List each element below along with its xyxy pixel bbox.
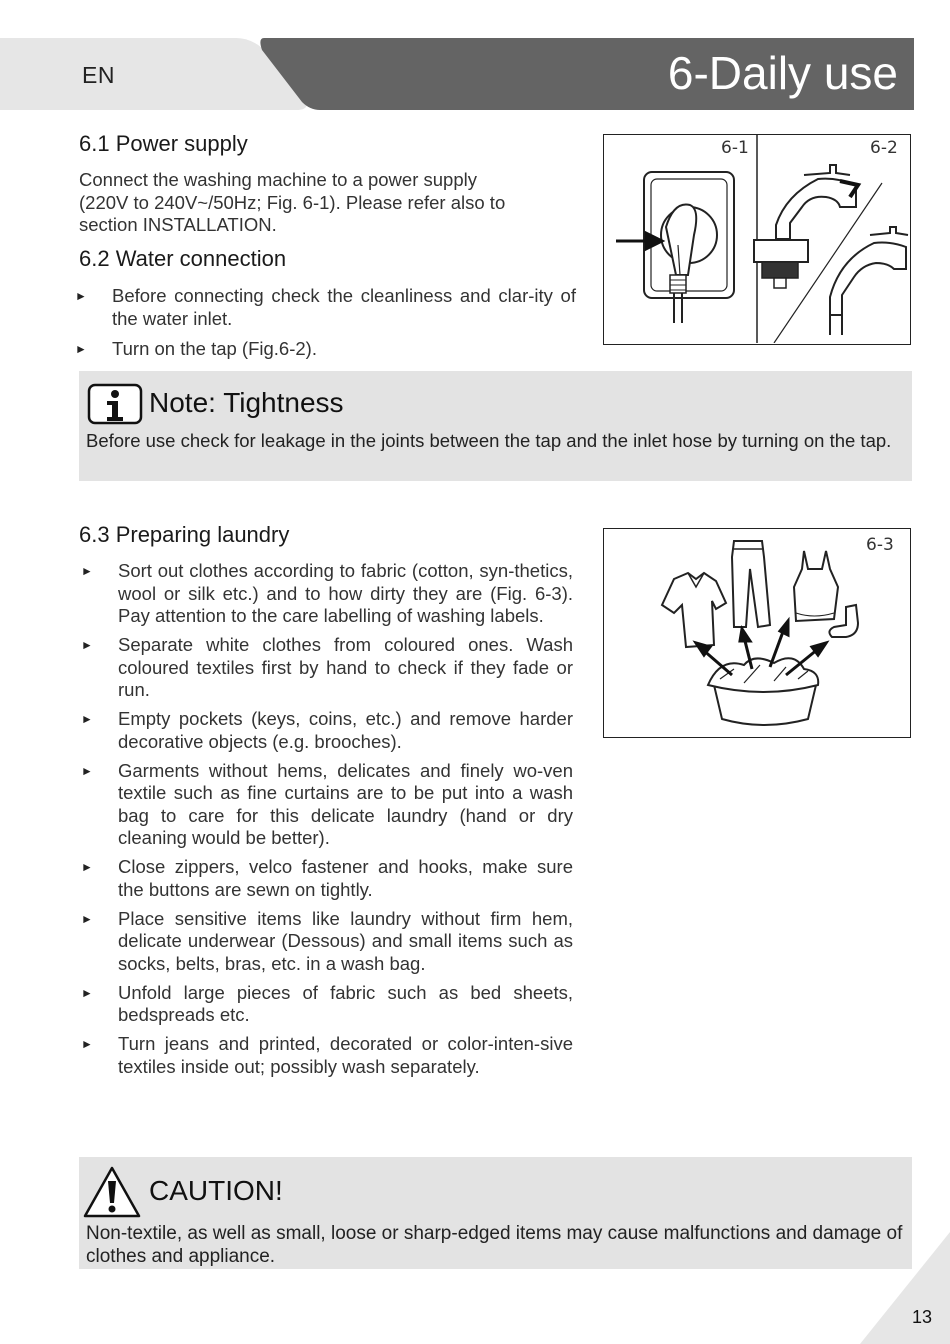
note-text: Before use check for leakage in the joints between the tap and the inlet hose by turning on the tap. bbox=[86, 430, 892, 451]
caution-title: CAUTION! bbox=[149, 1175, 283, 1206]
figure-6-1-6-2-drawing bbox=[604, 135, 909, 343]
list-item: ► Before connecting check the cleanliness and clar-ity of the water inlet. bbox=[75, 285, 576, 329]
list-item: ► Turn on the tap (Fig.6-2). bbox=[75, 338, 317, 359]
section-title-water-connection: 6.2 Water connection bbox=[79, 246, 287, 271]
page-corner bbox=[860, 1232, 950, 1344]
triangle-bullet-icon: ► bbox=[75, 342, 87, 356]
triangle-bullet-icon: ► bbox=[81, 985, 93, 1000]
triangle-bullet-icon: ► bbox=[81, 763, 93, 778]
power-supply-line: Connect the washing machine to a power supply bbox=[79, 169, 477, 190]
note-title: Note: Tightness bbox=[149, 387, 344, 418]
water-connection-list bbox=[75, 285, 576, 361]
triangle-bullet-icon: ► bbox=[81, 712, 93, 726]
power-supply-line: section INSTALLATION. bbox=[79, 214, 277, 235]
power-supply-line: (220V to 240V~/50Hz; Fig. 6-1). Please refer also to bbox=[79, 191, 506, 213]
note-box bbox=[79, 371, 912, 481]
figure-6-1-6-2 bbox=[603, 134, 911, 345]
figure-6-3-drawing bbox=[604, 529, 909, 736]
figure-label: 6-1 bbox=[721, 138, 749, 158]
triangle-bullet-icon: ► bbox=[81, 860, 93, 874]
list-item: ► Empty pockets (keys, coins, etc.) and remove harder decorative objects (e.g. brooches). bbox=[81, 708, 573, 752]
section-title-preparing-laundry: 6.3 Preparing laundry bbox=[79, 522, 290, 547]
list-item: ► Place sensitive items like laundry without firm hem, delicate underwear (Dessous) and small items such as socks, belts, bras, etc. in a wash bag. bbox=[81, 907, 573, 974]
list-item: ► Unfold large pieces of fabric such as bed sheets, bedspreads etc. bbox=[81, 981, 573, 1025]
page-number: 13 bbox=[911, 1307, 932, 1327]
list-item: ► Separate white clothes from coloured ones. Wash coloured textiles first by hand to check if they fade or run. bbox=[81, 634, 573, 700]
section-title-power-supply: 6.1 Power supply bbox=[79, 131, 248, 156]
preparing-laundry-list bbox=[81, 560, 573, 1078]
triangle-bullet-icon: ► bbox=[81, 564, 93, 578]
figure-label: 6-2 bbox=[870, 138, 898, 158]
list-item: ► Close zippers, velco fastener and hooks, make sure the buttons are sewn on tightly. bbox=[81, 856, 573, 900]
triangle-bullet-icon: ► bbox=[81, 1037, 93, 1051]
figure-label: 6-3 bbox=[866, 535, 894, 555]
power-supply-text bbox=[79, 169, 505, 237]
figure-6-3 bbox=[603, 528, 911, 738]
caution-box bbox=[79, 1157, 912, 1269]
chapter-title: 6-Daily use bbox=[667, 47, 898, 99]
triangle-bullet-icon: ► bbox=[75, 289, 87, 303]
warning-icon bbox=[83, 1165, 141, 1219]
triangle-bullet-icon: ► bbox=[81, 638, 93, 652]
language-label: EN bbox=[82, 62, 115, 88]
list-item: ► Garments without hems, delicates and finely wo-ven textile such as fine curtains are to be put into a wash bag to care for this delicate laundry (hand or dry cleaning would be better). bbox=[81, 759, 573, 848]
info-icon bbox=[87, 383, 143, 425]
caution-text: Non-textile, as well as small, loose or sharp-edged items may cause malfunctions and damage of clothes and appliance. bbox=[86, 1223, 903, 1267]
triangle-bullet-icon: ► bbox=[81, 911, 93, 926]
list-item: ► Sort out clothes according to fabric (cotton, syn-thetics, wool or silk etc.) and to how dirty they are (Fig. 6-3). Pay attention to the care labelling of washing labels. bbox=[81, 560, 573, 626]
list-item: ► Turn jeans and printed, decorated or color-inten-sive textiles inside out; possibly wash separately. bbox=[81, 1033, 573, 1077]
